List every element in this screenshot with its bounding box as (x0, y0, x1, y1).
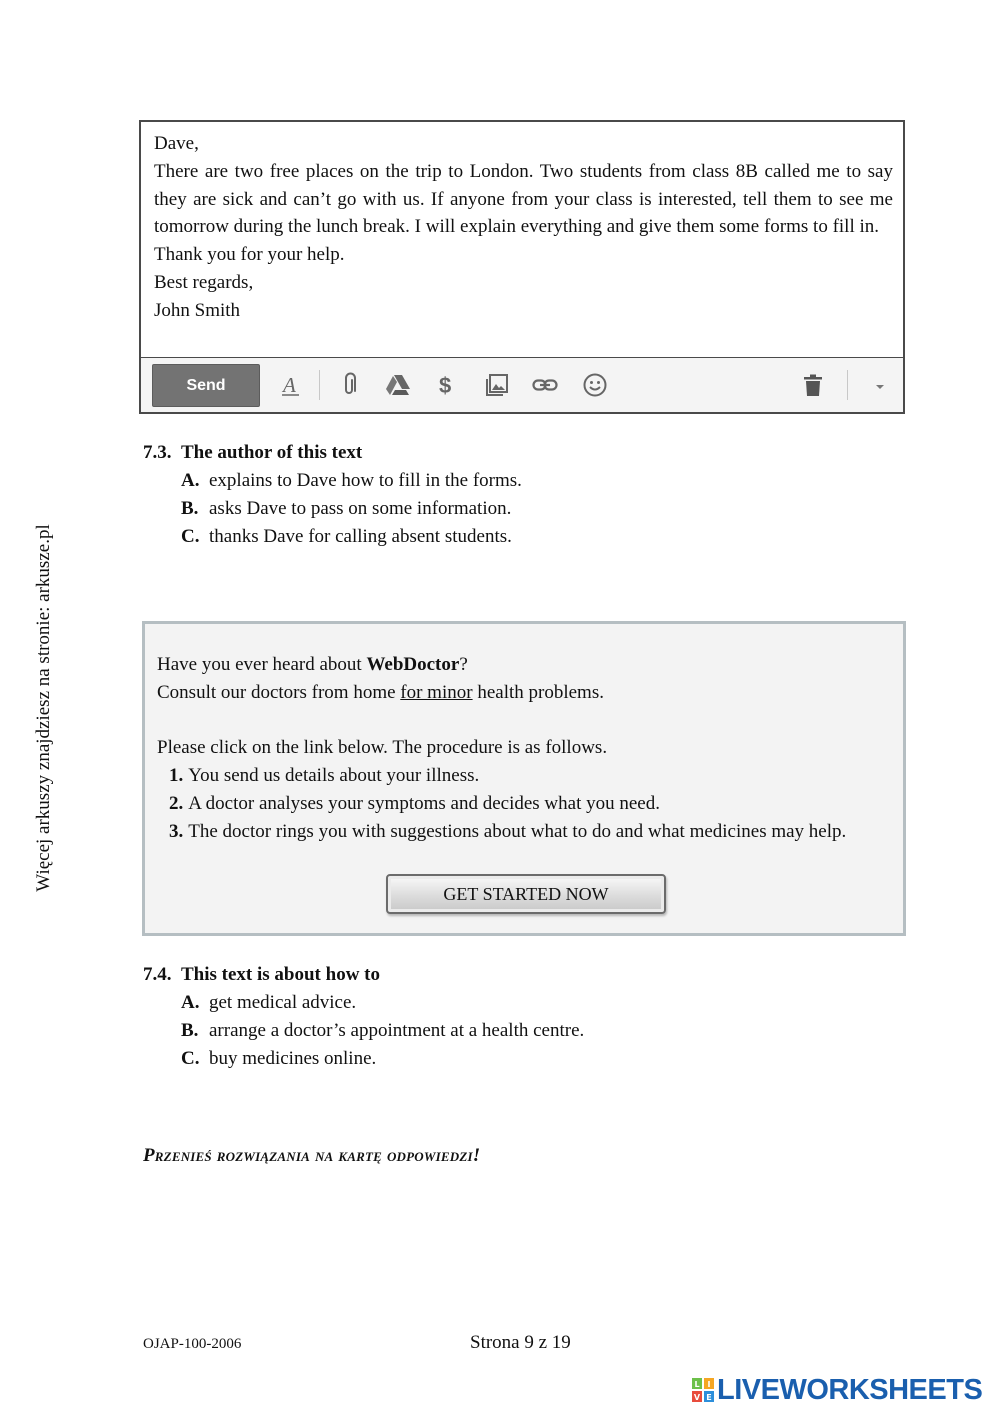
step-text: The doctor rings you with suggestions about what to do and what medicines may help. (188, 821, 847, 842)
logo-text: LIVEWORKSHEETS (717, 1373, 983, 1406)
page-number: Strona 9 z 19 (470, 1332, 571, 1353)
option-text: arrange a doctor’s appointment at a health centre. (209, 1020, 585, 1041)
question-text: The author of this text (181, 442, 363, 463)
brand-name: WebDoctor (366, 654, 460, 675)
photo-icon[interactable] (484, 372, 510, 398)
link-icon[interactable] (532, 372, 558, 398)
option-text: buy medicines online. (209, 1048, 377, 1069)
step-number: 1. (169, 765, 184, 786)
webdoctor-advert (142, 621, 906, 936)
advert-text: ? (459, 654, 468, 675)
email-body[interactable] (154, 130, 893, 325)
get-started-button[interactable]: GET STARTED NOW (386, 874, 666, 914)
question-7-4 (143, 961, 584, 1073)
question-stem (143, 961, 584, 989)
liveworksheets-logo[interactable] (692, 1375, 982, 1405)
email-signature: John Smith (154, 299, 241, 321)
option-letter: A. (181, 470, 200, 491)
procedure-step (157, 762, 846, 790)
advert-text: health problems. (472, 682, 604, 703)
attachment-icon[interactable] (337, 372, 363, 398)
answer-option-c[interactable] (143, 523, 522, 551)
svg-text:I: I (707, 1380, 711, 1389)
answer-option-b[interactable] (143, 1017, 584, 1045)
step-text: You send us details about your illness. (188, 765, 480, 786)
email-greeting: Dave, (154, 133, 199, 154)
advert-line-1 (157, 651, 846, 679)
answer-option-a[interactable] (143, 467, 522, 495)
email-composer (139, 120, 905, 414)
toolbar-separator (847, 370, 848, 400)
svg-text:V: V (693, 1393, 701, 1402)
advert-content (157, 651, 846, 846)
svg-text:L: L (694, 1380, 700, 1389)
option-text: explains to Dave how to fill in the forms. (209, 470, 522, 491)
send-button[interactable]: Send (152, 364, 260, 407)
option-text: asks Dave to pass on some information. (209, 498, 512, 519)
answer-option-b[interactable] (143, 495, 522, 523)
procedure-intro: Please click on the link below. The procedure is as follows. (157, 737, 608, 758)
advert-line-2 (157, 679, 846, 707)
procedure-step (157, 818, 846, 846)
side-watermark-text: Więcej arkuszy znajdziesz na stronie: arkusze.pl (33, 524, 54, 892)
svg-text:E: E (706, 1393, 712, 1402)
advert-text: Have you ever heard about (157, 654, 367, 675)
question-number: 7.3. (143, 442, 172, 463)
option-text: thanks Dave for calling absent students. (209, 526, 512, 547)
drive-icon[interactable] (385, 372, 411, 398)
transfer-answers-instruction: Przenieś rozwiązania na kartę odpowiedzi! (143, 1145, 481, 1166)
svg-text:$: $ (439, 373, 452, 398)
option-text: get medical advice. (209, 992, 357, 1013)
step-number: 2. (169, 793, 184, 814)
step-number: 3. (169, 821, 184, 842)
emoji-icon[interactable] (582, 372, 608, 398)
more-options-icon[interactable] (867, 372, 893, 398)
email-closing: Best regards, (154, 271, 254, 293)
step-text: A doctor analyses your symptoms and decides what you need. (188, 793, 660, 814)
option-letter: A. (181, 992, 200, 1013)
exam-code: OJAP-100-2006 (143, 1336, 242, 1352)
trash-icon[interactable] (800, 372, 826, 398)
liveworksheets-logo-icon (692, 1378, 714, 1402)
email-paragraph: There are two free places on the trip to London. Two students from class 8B called me to say they are sick and can’t go with us. If anyone from your class is interested, tell them to see me tomorrow during the lunch break. I will explain everything and give them some forms to fill in. (154, 160, 893, 238)
answer-option-c[interactable] (143, 1045, 584, 1073)
question-stem (143, 439, 522, 467)
question-text: This text is about how to (181, 964, 380, 985)
question-number: 7.4. (143, 964, 172, 985)
advert-text: Consult our doctors from home (157, 682, 401, 703)
format-text-icon[interactable] (278, 372, 304, 398)
option-letter: B. (181, 498, 199, 519)
toolbar-separator (319, 370, 320, 400)
procedure-step (157, 790, 846, 818)
option-letter: C. (181, 526, 200, 547)
money-icon[interactable] (433, 372, 459, 398)
email-thanks: Thank you for your help. (154, 244, 345, 266)
underlined-text: for minor (400, 682, 473, 703)
question-7-3 (143, 439, 522, 551)
compose-toolbar (141, 357, 903, 412)
answer-option-a[interactable] (143, 989, 584, 1017)
option-letter: B. (181, 1020, 199, 1041)
option-letter: C. (181, 1048, 200, 1069)
svg-text:A: A (283, 373, 296, 397)
